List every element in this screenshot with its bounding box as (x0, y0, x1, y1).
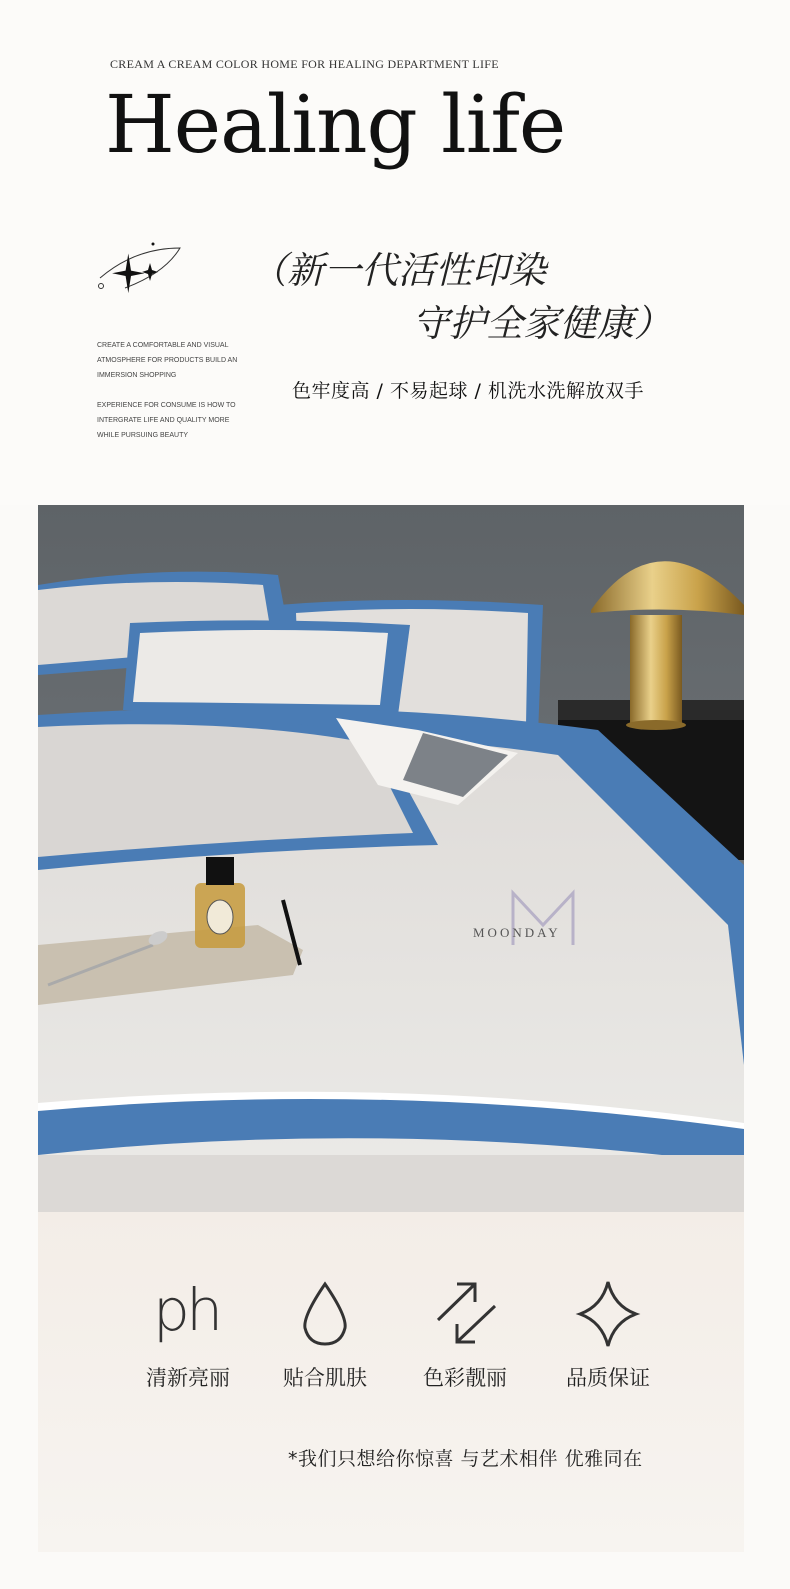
tagline: CREAM A CREAM COLOR HOME FOR HEALING DEPARTMENT LIFE (110, 57, 499, 71)
ph-icon (153, 1276, 223, 1348)
features-section (38, 1212, 744, 1552)
feature-label: 贴合肌肤 (283, 1366, 367, 1390)
header-section (0, 0, 790, 505)
intro-copy-block-2: EXPERIENCE FOR CONSUME IS HOW TO INTERGRATE LIFE AND QUALITY MORE WHILE PURSUING BEAUTY (97, 402, 236, 439)
feature-label: 品质保证 (566, 1366, 650, 1390)
arrows-icon (435, 1278, 495, 1348)
sparkle-icon (95, 238, 185, 308)
intro-copy-block-1: CREATE A COMFORTABLE AND VISUAL ATMOSPHERE FOR PRODUCTS BUILD AN IMMERSION SHOPPING (97, 342, 238, 379)
feature-label: 清新亮丽 (146, 1366, 230, 1390)
bedding-illustration (38, 505, 744, 1212)
feature-label: 色彩靓丽 (423, 1366, 507, 1390)
water-drop-icon (295, 1278, 355, 1348)
headline-line-2: 守护全家健康） (412, 302, 671, 345)
embroidery-text: MOONDAY (473, 925, 561, 940)
footnote: *我们只想给你惊喜 与艺术相伴 优雅同在 (288, 1448, 643, 1470)
page-title: Healing life (105, 78, 566, 171)
feature-summary: 色牢度高 / 不易起球 / 机洗水洗解放双手 (292, 380, 644, 402)
headline-line-1: （新一代活性印染 (250, 249, 546, 292)
product-photo (38, 505, 744, 1212)
svg-text:ph: ph (153, 1276, 223, 1344)
diamond-star-icon (578, 1278, 638, 1348)
